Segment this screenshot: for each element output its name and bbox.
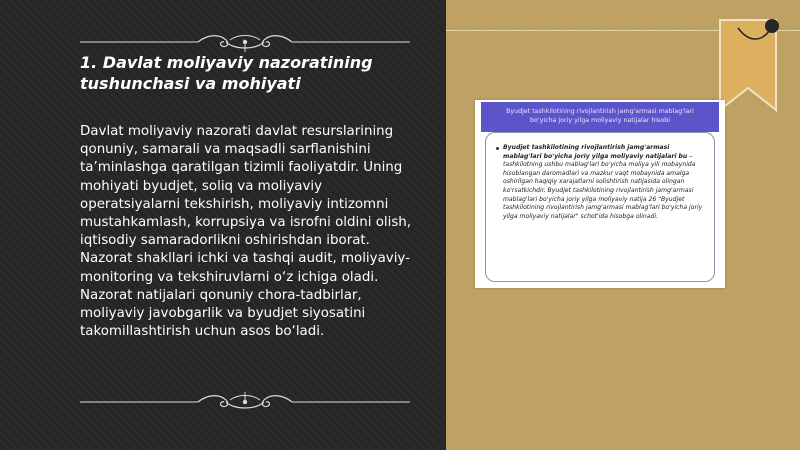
bullet-icon [496,147,499,150]
scroll-flourish-icon [80,30,410,54]
embedded-header-line-1: Byudjet tashkilotining rivojlantirish jamg'armasi mablag'lari [506,108,694,115]
embedded-text-body: – tashkilotning ushbu mablag'lari bo'yicha moliya yili mobaynida hisoblangan daromadlari va mazkur vaqt mobaynida amalga oshirilgan haqiqiy xarajatlarni solishtirish natijasida olingan ko'rsatkichdir. Byudjet tashkilotining rivojlantirish jamg'armasi mablag'lari bo'yicha joriy yilga moliyaviy natija 26 "Byudjet tashkilotining rivojlantirish jamg'armasi mablag'lari bo'yicha joriy yilga moliyaviy natijalar" schot'ida hisobga olinadi. [503,152,703,220]
slide-title-line-1: 1. Davlat moliyaviy nazoratining [80,53,373,72]
embedded-text-bold: Byudjet tashkilotining rivojlantirish jamg'armasi mablag'lari bo'yicha joriy yilga moliyaviy natijalari bu [503,144,688,160]
embedded-header-line-2: bo'yicha joriy yilga moliyaviy natijalar hisobi [530,117,670,124]
slide-title [80,52,420,94]
slide-title-line-2: tushunchasi va mohiyati [80,74,301,93]
slide-body-text: Davlat moliyaviy nazorati davlat resurslarining qonuniy, samarali va maqsadli sarflanishini ta’minlashga qaratilgan tizimli faoliyatdir. Uning mohiyati byudjet, soliq va moliyaviy operatsiyalarni tekshirish, moliyaviy intizomni mustahkamlash, korrupsiya va isrofni oldini olish, iqtisodiy samaradorlikni oshirishdan iborat. Nazorat shakllari ichki va tashqi audit, moliyaviy-monitoring va tekshiruvlarni o‘z ichiga oladi. Nazorat natijalari qonuniy chora-tadbirlar, moliyaviy javobgarlik va byudjet siyosatini takomillashtirish uchun asos bo‘ladi. [80,124,412,340]
embedded-image-header [481,102,719,132]
scroll-flourish-icon [80,390,410,414]
bookmark-ribbon-icon [716,18,780,118]
embedded-image-text [503,144,703,221]
embedded-slide-image [475,100,725,288]
